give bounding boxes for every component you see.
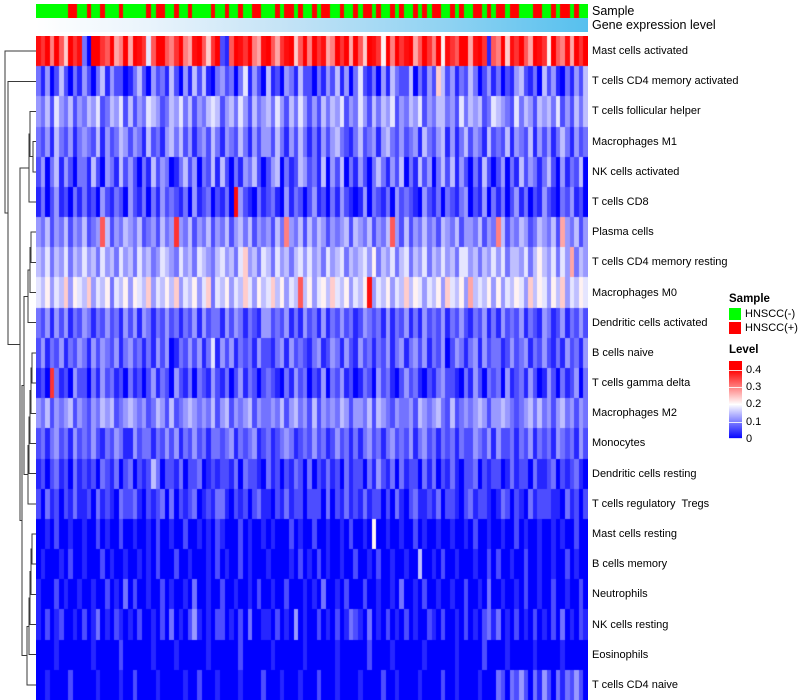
colorbar-tick-label: 0: [746, 433, 753, 445]
row-label: T cells CD4 naive: [592, 678, 678, 691]
row-label: B cells naive: [592, 346, 654, 359]
row-label: T cells follicular helper: [592, 105, 701, 118]
row-dendrogram: [0, 36, 36, 700]
row-label: Eosinophils: [592, 648, 649, 661]
row-label: T cells regulatory Tregs: [592, 497, 710, 510]
legend-level-title: Level: [729, 344, 759, 356]
sample-track-label: Sample: [592, 4, 635, 18]
colorbar-tick-label: 0.1: [746, 415, 762, 428]
colorbar-tick: [729, 370, 742, 371]
row-label: Macrophages M0: [592, 286, 677, 299]
colorbar-tick-label: 0.4: [746, 363, 762, 376]
legend-sample-item: [729, 321, 799, 335]
row-label: Mast cells activated: [592, 45, 688, 58]
row-label: T cells CD8: [592, 196, 649, 208]
row-label: Dendritic cells resting: [592, 467, 697, 480]
row-label: NK cells resting: [592, 618, 669, 631]
legend-sample-title: Sample: [729, 293, 770, 305]
row-label: Dendritic cells activated: [592, 316, 708, 329]
colorbar-tick: [729, 404, 742, 405]
colorbar-tick-label: 0.2: [746, 398, 762, 411]
legend-sample-items: [729, 307, 799, 335]
row-label: Neutrophils: [592, 588, 648, 601]
heatmap-canvas: [36, 36, 588, 700]
legend-item-label: HNSCC(+): [745, 322, 798, 334]
legend-sample-item: [729, 307, 799, 321]
legend-swatch: [729, 308, 741, 320]
row-label: T cells gamma delta: [592, 377, 691, 390]
level-colorbar: [729, 361, 742, 439]
legend: [729, 293, 799, 445]
row-label: NK cells activated: [592, 165, 680, 178]
row-label: Mast cells resting: [592, 528, 677, 540]
row-label: T cells CD4 memory resting: [592, 256, 728, 269]
legend-swatch: [729, 322, 741, 334]
level-colorbar-wrap: [729, 359, 799, 445]
colorbar-tick: [729, 438, 742, 439]
row-label: Macrophages M2: [592, 407, 677, 420]
row-label: Monocytes: [592, 437, 646, 450]
legend-item-label: HNSCC(-): [745, 308, 796, 320]
row-label: Plasma cells: [592, 226, 654, 239]
gene-track-label: Gene expression level: [592, 18, 716, 32]
colorbar-tick: [729, 387, 742, 388]
sample-annotation-track: [36, 4, 588, 18]
colorbar-tick-label: 0.3: [746, 380, 762, 393]
colorbar-tick: [729, 422, 742, 423]
row-label: T cells CD4 memory activated: [592, 75, 739, 88]
gene-expression-track: [36, 18, 588, 32]
row-label: Macrophages M1: [592, 135, 677, 148]
row-label: B cells memory: [592, 558, 668, 571]
